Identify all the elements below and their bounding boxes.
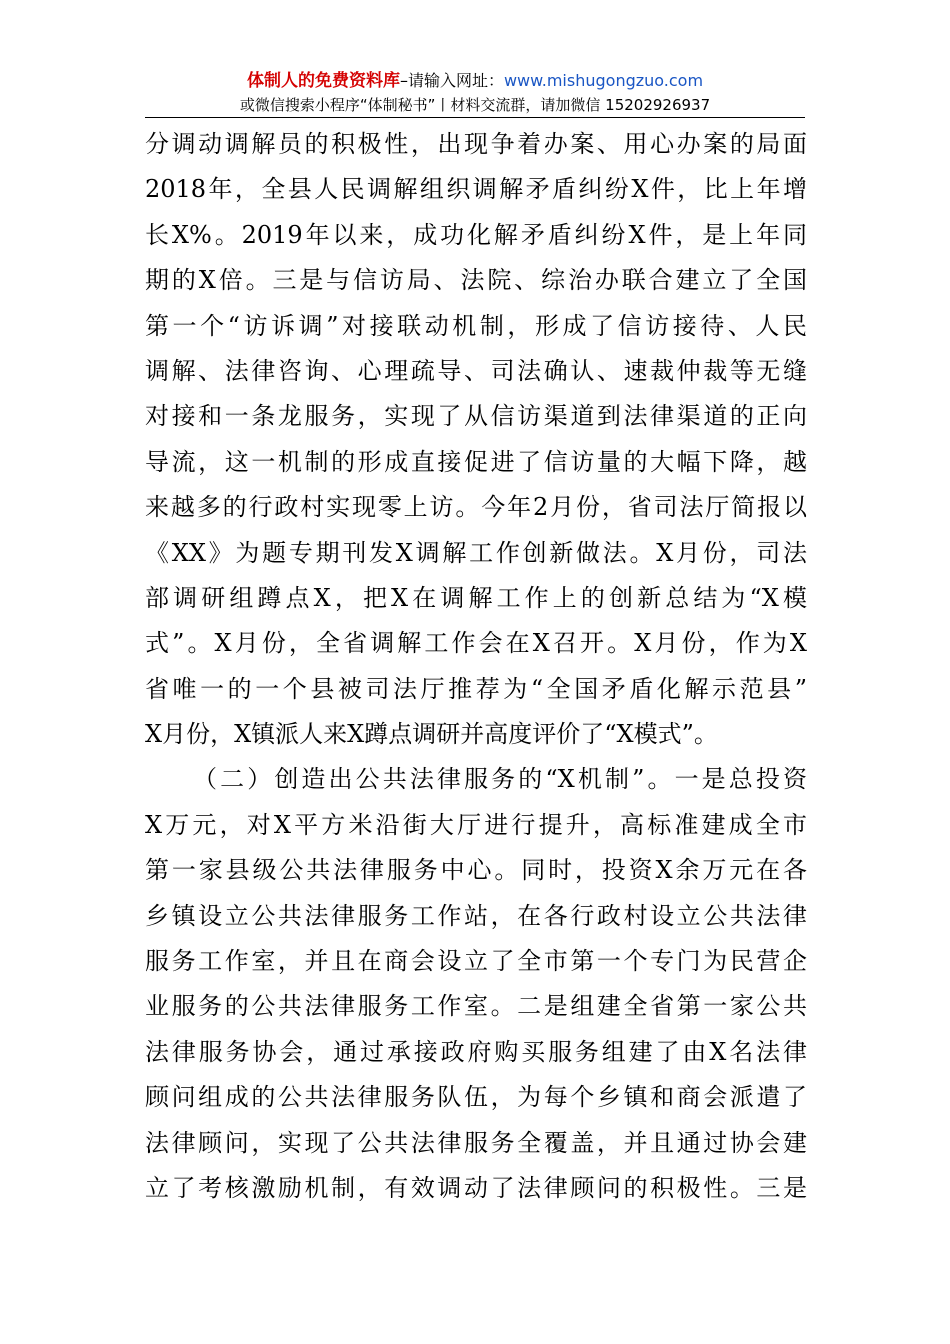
body-line: 法律服务协会，通过承接政府购买服务组建了由X名法律 [145,1037,807,1066]
body-line: 立了考核激励机制，有效调动了法律顾问的积极性。三是 [145,1173,807,1202]
body-line: 业服务的公共法律服务工作室。二是组建全省第一家公共 [145,992,807,1021]
page-header [0,70,950,116]
header-url-link[interactable]: www.mishugongzuo.com [503,71,704,90]
body-line: 导流，这一机制的形成直接促进了信访量的大幅下降，越 [145,447,807,476]
body-line: 式”。X月份，全省调解工作会在X召开。X月份，作为X [145,629,807,658]
header-line-2: 或微信搜索小程序“体制秘书”丨材料交流群，请加微信 15202926937 [239,96,711,114]
header-divider [145,117,805,118]
body-line: 《XX》为题专期刊发X调解工作创新做法。X月份，司法 [145,538,807,567]
body-line: 2018年，全县人民调解组织调解矛盾纠纷X件，比上年增 [145,175,807,204]
body-line: 长X%。2019年以来，成功化解矛盾纠纷X件，是上年同 [145,220,807,249]
body-line: 调解、法律咨询、心理疏导、司法确认、速裁仲裁等无缝 [145,356,807,385]
body-line: 服务工作室，并且在商会设立了全市第一个专门为民营企 [145,947,807,976]
body-line: 省唯一的一个县被司法厅推荐为“全国矛盾化解示范县” [145,674,807,703]
header-prompt: –请输入网址： [399,71,504,90]
body-line: 来越多的行政村实现零上访。今年2月份，省司法厅简报以 [145,493,807,522]
body-line: 部调研组蹲点X，把X在调解工作上的创新总结为“X模 [145,583,807,612]
body-line: 乡镇设立公共法律服务工作站，在各行政村设立公共法律 [145,901,807,930]
section-heading-line: （二）创造出公共法律服务的“X机制”。一是总投资 [193,765,807,794]
body-line: 法律顾问，实现了公共法律服务全覆盖，并且通过协会建 [145,1128,807,1157]
document-body [145,122,807,1211]
body-line: 顾问组成的公共法律服务队伍，为每个乡镇和商会派遣了 [145,1083,807,1112]
body-line: X月份，X镇派人来X蹲点调研并高度评价了“X模式”。 [145,720,718,749]
body-line: 期的X倍。三是与信访局、法院、综治办联合建立了全国 [145,266,807,295]
body-line: X万元，对X平方米沿街大厅进行提升，高标准建成全市 [145,810,807,839]
header-brand: 体制人的免费资料库 [246,71,400,91]
body-line: 第一家县级公共法律服务中心。同时，投资X余万元在各 [145,856,807,885]
body-line: 第一个“访诉调”对接联动机制，形成了信访接待、人民 [145,311,807,340]
body-line: 分调动调解员的积极性，出现争着办案、用心办案的局面 [145,130,807,158]
body-line: 对接和一条龙服务，实现了从信访渠道到法律渠道的正向 [145,402,807,431]
header-line-1 [0,70,950,92]
